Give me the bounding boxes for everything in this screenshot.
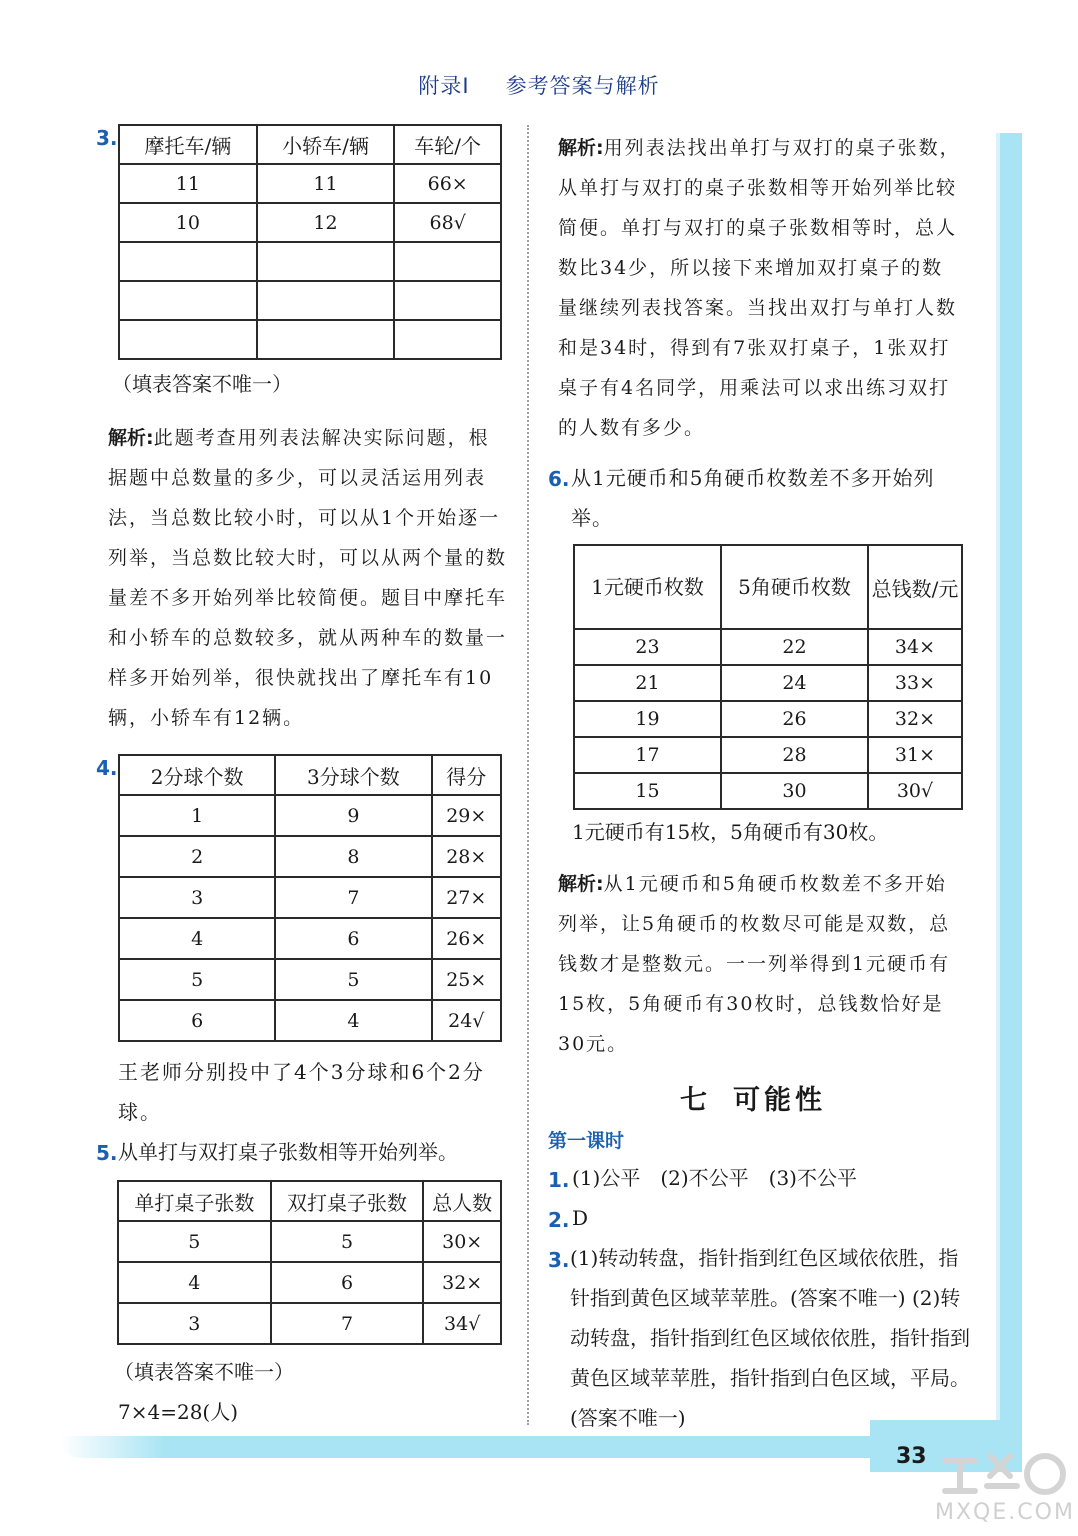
q6-cell: 33× (868, 665, 962, 701)
appendix-label: 附录Ⅰ (418, 74, 470, 98)
q5-cell: 30× (423, 1221, 501, 1262)
q5-cell: 4 (118, 1262, 271, 1303)
q3-cell (257, 320, 395, 359)
side-decoration (1000, 133, 1022, 1453)
q4-cell: 9 (275, 795, 431, 836)
q5-cell: 5 (118, 1221, 271, 1262)
q5-header-cell: 总人数 (423, 1181, 501, 1221)
q3-number: 3. (96, 126, 118, 150)
q3-cell (119, 242, 257, 281)
q3-cell: 10 (119, 203, 257, 242)
watermark-text: MXQE.COM (935, 1500, 1075, 1525)
q6-header-cell: 总钱数/元 (868, 545, 962, 629)
q6-cell: 15 (574, 773, 721, 809)
q6-cell: 19 (574, 701, 721, 737)
q6-cell: 32× (868, 701, 962, 737)
q3-cell (119, 320, 257, 359)
q4-cell: 6 (119, 1000, 275, 1041)
q4-cell: 28× (432, 836, 501, 877)
q5-number: 5. (96, 1141, 118, 1165)
column-divider (527, 125, 529, 1425)
q6-cell: 34× (868, 629, 962, 665)
chapter-number: 七 (680, 1085, 711, 1116)
page-header (0, 70, 1078, 100)
q3-header-cell: 小轿车/辆 (257, 125, 395, 164)
q5-header-cell: 单打桌子张数 (118, 1181, 271, 1221)
q4-header-cell: 2分球个数 (119, 755, 275, 795)
q3-cell (257, 242, 395, 281)
q5-cell: 34√ (423, 1303, 501, 1344)
q4-cell: 8 (275, 836, 431, 877)
q6-cell: 28 (721, 737, 868, 773)
q5-intro: 从单打与双打桌子张数相等开始列举。 (118, 1140, 458, 1164)
q4-cell: 2 (119, 836, 275, 877)
q3-table (118, 124, 502, 360)
lesson-q3-answer: (1)转动转盘，指针指到红色区域依依胜，指针指到黄色区域苹苹胜。(答案不唯一) (2)转动转盘，指针指到红色区域依依胜，指针指到黄色区域苹苹胜，指针指到白色区域，平局。(答案不唯一) (570, 1246, 970, 1430)
q4-cell: 5 (119, 959, 275, 1000)
q5-cell: 7 (271, 1303, 424, 1344)
q6-analysis (558, 864, 962, 1064)
q6-header-cell: 1元硬币枚数 (574, 545, 721, 629)
lesson-q2-number: 2. (548, 1208, 570, 1232)
q4-cell: 7 (275, 877, 431, 918)
q5-cell: 32× (423, 1262, 501, 1303)
q4-answer: 王老师分别投中了4个3分球和6个2分球。 (118, 1060, 485, 1124)
q3-analysis (108, 418, 508, 738)
q3-cell (394, 281, 501, 320)
q6-cell: 31× (868, 737, 962, 773)
analysis-label: 解析: (558, 873, 604, 895)
q6-table (573, 544, 963, 810)
q6-cell: 30 (721, 773, 868, 809)
q3-cell: 11 (119, 164, 257, 203)
q4-cell: 4 (275, 1000, 431, 1041)
q3-cell (394, 242, 501, 281)
q5-note: （填表答案不唯一） (114, 1360, 294, 1384)
q6-cell: 24 (721, 665, 868, 701)
q3-cell (257, 281, 395, 320)
q4-table (118, 754, 502, 1042)
q4-cell: 25× (432, 959, 501, 1000)
q4-cell: 26× (432, 918, 501, 959)
page-number: 33 (896, 1444, 927, 1469)
q3-analysis-text: 此题考查用列表法解决实际问题，根据题中总数量的多少，可以灵活运用列表法，当总数比较小时，可以从1个开始逐一列举，当总数比较大时，可以从两个量的数量差不多开始列举比较简便。题目中摩托车和小轿车的总数较多，就从两种车的数量一样多开始列举，很快就找出了摩托车有10辆，小轿车有12辆。 (108, 427, 508, 729)
bottom-decoration (60, 1436, 940, 1458)
q4-number: 4. (96, 756, 118, 780)
q3-cell (119, 281, 257, 320)
q5-analysis (558, 128, 962, 448)
q5-analysis-text: 用列表法找出单打与双打的桌子张数，从单打与双打的桌子张数相等开始列举比较简便。单打与双打的桌子张数相等时，总人数比34少，所以接下来增加双打桌子的数量继续列表找答案。当找出双打与单打人数和是34时，得到有7张双打桌子，1张双打桌子有4名同学，用乘法可以求出练习双打的人数有多少。 (558, 137, 961, 439)
q4-cell: 24√ (432, 1000, 501, 1041)
q4-header-cell: 3分球个数 (275, 755, 431, 795)
q5-table (117, 1180, 502, 1345)
q6-cell: 22 (721, 629, 868, 665)
analysis-label: 解析: (108, 427, 154, 449)
q6-cell: 17 (574, 737, 721, 773)
q3-note: （填表答案不唯一） (112, 372, 292, 396)
q3-header-cell: 摩托车/辆 (119, 125, 257, 164)
q4-cell: 4 (119, 918, 275, 959)
q6-intro: 从1元硬币和5角硬币枚数差不多开始列举。 (571, 466, 935, 530)
lesson-title: 第一课时 (548, 1130, 625, 1152)
q4-cell: 27× (432, 877, 501, 918)
q3-header-cell: 车轮/个 (394, 125, 501, 164)
lesson-q1-number: 1. (548, 1168, 570, 1192)
q4-cell: 3 (119, 877, 275, 918)
analysis-label: 解析: (558, 137, 604, 159)
lesson-q1-answer: (1)公平 (2)不公平 (3)不公平 (572, 1166, 857, 1190)
q6-cell: 23 (574, 629, 721, 665)
q5-cell: 5 (271, 1221, 424, 1262)
header-title: 参考答案与解析 (505, 74, 660, 98)
q3-cell (394, 320, 501, 359)
q6-cell: 26 (721, 701, 868, 737)
q4-header-cell: 得分 (432, 755, 501, 795)
chapter-name: 可能性 (733, 1085, 826, 1116)
chapter-title (680, 1078, 848, 1117)
q6-answer: 1元硬币有15枚，5角硬币有30枚。 (572, 820, 889, 844)
q3-cell: 12 (257, 203, 395, 242)
q6-cell: 21 (574, 665, 721, 701)
q6-header-cell: 5角硬币枚数 (721, 545, 868, 629)
q6-cell: 30√ (868, 773, 962, 809)
q6-analysis-text: 从1元硬币和5角硬币枚数差不多开始列举，让5角硬币的枚数尽可能是双数，总钱数才是整数元。一一列举得到1元硬币有15枚，5角硬币有30枚时，总钱数恰好是30元。 (558, 873, 951, 1055)
q5-header-cell: 双打桌子张数 (271, 1181, 424, 1221)
q5-cell: 3 (118, 1303, 271, 1344)
q5-calc: 7×4=28(人) (118, 1400, 239, 1424)
q3-cell: 68√ (394, 203, 501, 242)
q6-number: 6. (548, 467, 570, 491)
q5-cell: 6 (271, 1262, 424, 1303)
q4-cell: 5 (275, 959, 431, 1000)
lesson-q3-number: 3. (548, 1248, 570, 1272)
lesson-q2-answer: D (572, 1206, 589, 1230)
q4-cell: 1 (119, 795, 275, 836)
q3-cell: 66× (394, 164, 501, 203)
q4-cell: 29× (432, 795, 501, 836)
q3-cell: 11 (257, 164, 395, 203)
q4-cell: 6 (275, 918, 431, 959)
